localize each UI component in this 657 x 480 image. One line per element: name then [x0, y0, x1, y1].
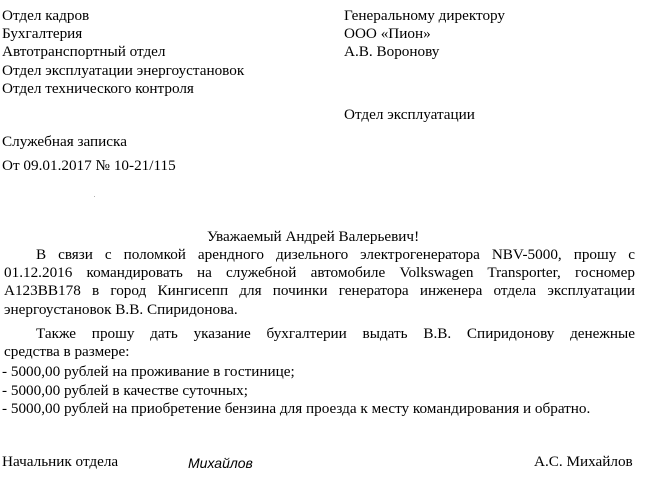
distribution-item: Бухгалтерия — [2, 25, 83, 42]
paragraph-line: А123ВВ178 в город Кингисепп для починки генератора инженера отдела эксплуатации — [4, 282, 635, 299]
distribution-item: Отдел технического контроля — [2, 80, 194, 97]
distribution-item: Отдел эксплуатации энергоустановок — [2, 62, 245, 79]
expense-item: - 5000,00 рублей на проживание в гостинице; — [2, 363, 295, 380]
distribution-item: Автотранспортный отдел — [2, 43, 166, 60]
salutation: Уважаемый Андрей Валерьевич! — [207, 228, 420, 245]
addressee-title: Генеральному директору — [344, 7, 506, 24]
signatory-position: Начальник отдела — [2, 453, 119, 470]
distribution-item: Отдел кадров — [2, 7, 90, 24]
document-type: Служебная записка — [2, 133, 127, 150]
paragraph-line: энергоустановок В.В. Спиридонова. — [4, 301, 238, 318]
paragraph-line: В связи с поломкой арендного дизельного электрогенератора NBV-5000, прошу с — [36, 246, 635, 263]
expense-item: - 5000,00 рублей на приобретение бензина для проезда к месту командирования и обратно. — [2, 400, 591, 417]
document-number: От 09.01.2017 № 10-21/115 — [2, 157, 176, 174]
paragraph-line: Также прошу дать указание бухгалтерии выдать В.В. Спиридонову денежные — [36, 325, 635, 342]
addressee-name: А.В. Воронову — [344, 43, 440, 60]
paragraph-line: 01.12.2016 командировать на служебной автомобиле Volkswagen Transporter, госномер — [4, 264, 635, 281]
paragraph-line: средства в размере: — [4, 343, 130, 360]
signature: Михайлов — [188, 455, 253, 471]
signatory-name: А.С. Михайлов — [534, 453, 633, 470]
expense-item: - 5000,00 рублей в качестве суточных; — [2, 382, 248, 399]
from-department: Отдел эксплуатации — [344, 106, 475, 123]
addressee-company: ООО «Пион» — [344, 25, 431, 42]
scan-speck — [94, 196, 95, 197]
